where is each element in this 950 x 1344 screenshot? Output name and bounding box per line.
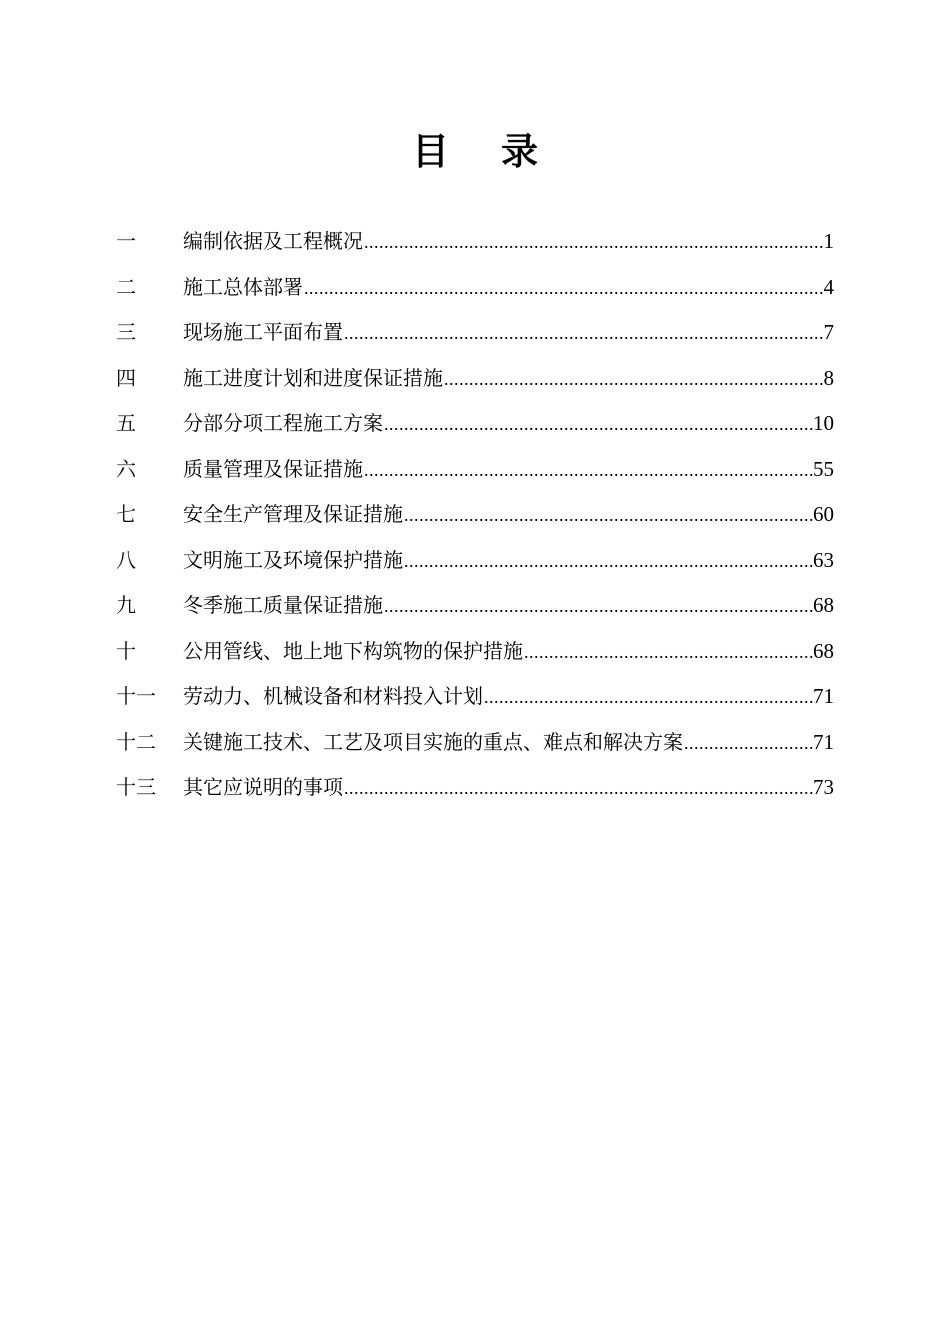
toc-entry-page: 68 xyxy=(813,593,834,617)
toc-entry-page: 71 xyxy=(813,729,834,754)
toc-entry-title: 施工进度计划和进度保证措施 xyxy=(183,365,443,390)
toc-entry-number: 四 xyxy=(116,365,136,390)
toc-entry-title: 编制依据及工程概况 xyxy=(183,229,363,253)
toc-entry[interactable] xyxy=(116,404,834,450)
toc-entry-number: 一 xyxy=(116,229,136,253)
toc-dot-leader xyxy=(363,223,824,261)
toc-entry-title: 文明施工及环境保护措施 xyxy=(183,547,403,572)
toc-entry-title: 冬季施工质量保证措施 xyxy=(183,593,383,617)
toc-dot-leader xyxy=(363,451,813,489)
toc-entry-page: 4 xyxy=(823,274,834,299)
toc-entry[interactable] xyxy=(116,313,834,359)
toc-entry-number: 十一 xyxy=(116,684,156,708)
toc-entry-title: 劳动力、机械设备和材料投入计划 xyxy=(183,684,483,708)
toc-entry-number: 七 xyxy=(116,502,136,526)
toc-dot-leader xyxy=(343,314,824,352)
toc-entry[interactable] xyxy=(116,268,834,314)
toc-entry[interactable] xyxy=(116,632,834,678)
toc-entry-number: 八 xyxy=(116,547,136,572)
toc-dot-leader xyxy=(483,678,813,716)
toc-entry[interactable] xyxy=(116,768,834,814)
toc-entry-page: 63 xyxy=(813,547,834,572)
toc-entry-number: 十二 xyxy=(116,729,156,754)
toc-entry-number: 二 xyxy=(116,274,136,299)
toc-entry-title: 其它应说明的事项 xyxy=(183,775,343,799)
toc-entry[interactable] xyxy=(116,359,834,405)
toc-entry-title: 施工总体部署 xyxy=(183,274,303,299)
toc-entry[interactable] xyxy=(116,586,834,632)
toc-entry-page: 73 xyxy=(813,775,834,799)
toc-entry[interactable] xyxy=(116,677,834,723)
toc-dot-leader xyxy=(343,769,813,807)
page-title: 目录 xyxy=(412,130,590,173)
toc-entry-title: 分部分项工程施工方案 xyxy=(183,411,383,435)
toc-entry[interactable] xyxy=(116,541,834,587)
toc-entry-number: 六 xyxy=(116,456,136,481)
toc-dot-leader xyxy=(403,542,813,580)
toc-entry-number: 九 xyxy=(116,593,136,617)
toc-dot-leader xyxy=(383,587,813,625)
toc-entry[interactable] xyxy=(116,222,834,268)
table-of-contents xyxy=(116,222,834,814)
toc-dot-leader xyxy=(683,724,813,762)
toc-entry-page: 1 xyxy=(823,229,834,253)
toc-dot-leader xyxy=(443,360,824,398)
toc-entry-page: 10 xyxy=(813,411,834,435)
toc-entry-page: 55 xyxy=(813,456,834,481)
toc-entry-page: 71 xyxy=(813,684,834,708)
toc-entry-number: 十三 xyxy=(116,775,156,799)
toc-entry[interactable] xyxy=(116,450,834,496)
toc-entry-page: 68 xyxy=(813,638,834,663)
toc-entry[interactable] xyxy=(116,723,834,769)
toc-entry-page: 8 xyxy=(823,365,834,390)
toc-entry-title: 现场施工平面布置 xyxy=(183,320,343,344)
toc-entry[interactable] xyxy=(116,495,834,541)
toc-entry-number: 三 xyxy=(116,320,136,344)
toc-entry-page: 7 xyxy=(823,320,834,344)
toc-entry-number: 五 xyxy=(116,411,136,435)
toc-entry-number: 十 xyxy=(116,638,136,663)
toc-dot-leader xyxy=(403,496,813,534)
toc-entry-title: 关键施工技术、工艺及项目实施的重点、难点和解决方案 xyxy=(183,729,683,754)
toc-dot-leader xyxy=(303,269,824,307)
toc-dot-leader xyxy=(383,405,813,443)
toc-entry-title: 安全生产管理及保证措施 xyxy=(183,502,403,526)
toc-entry-title: 公用管线、地上地下构筑物的保护措施 xyxy=(183,638,523,663)
toc-dot-leader xyxy=(523,633,813,671)
toc-entry-title: 质量管理及保证措施 xyxy=(183,456,363,481)
toc-entry-page: 60 xyxy=(813,502,834,526)
